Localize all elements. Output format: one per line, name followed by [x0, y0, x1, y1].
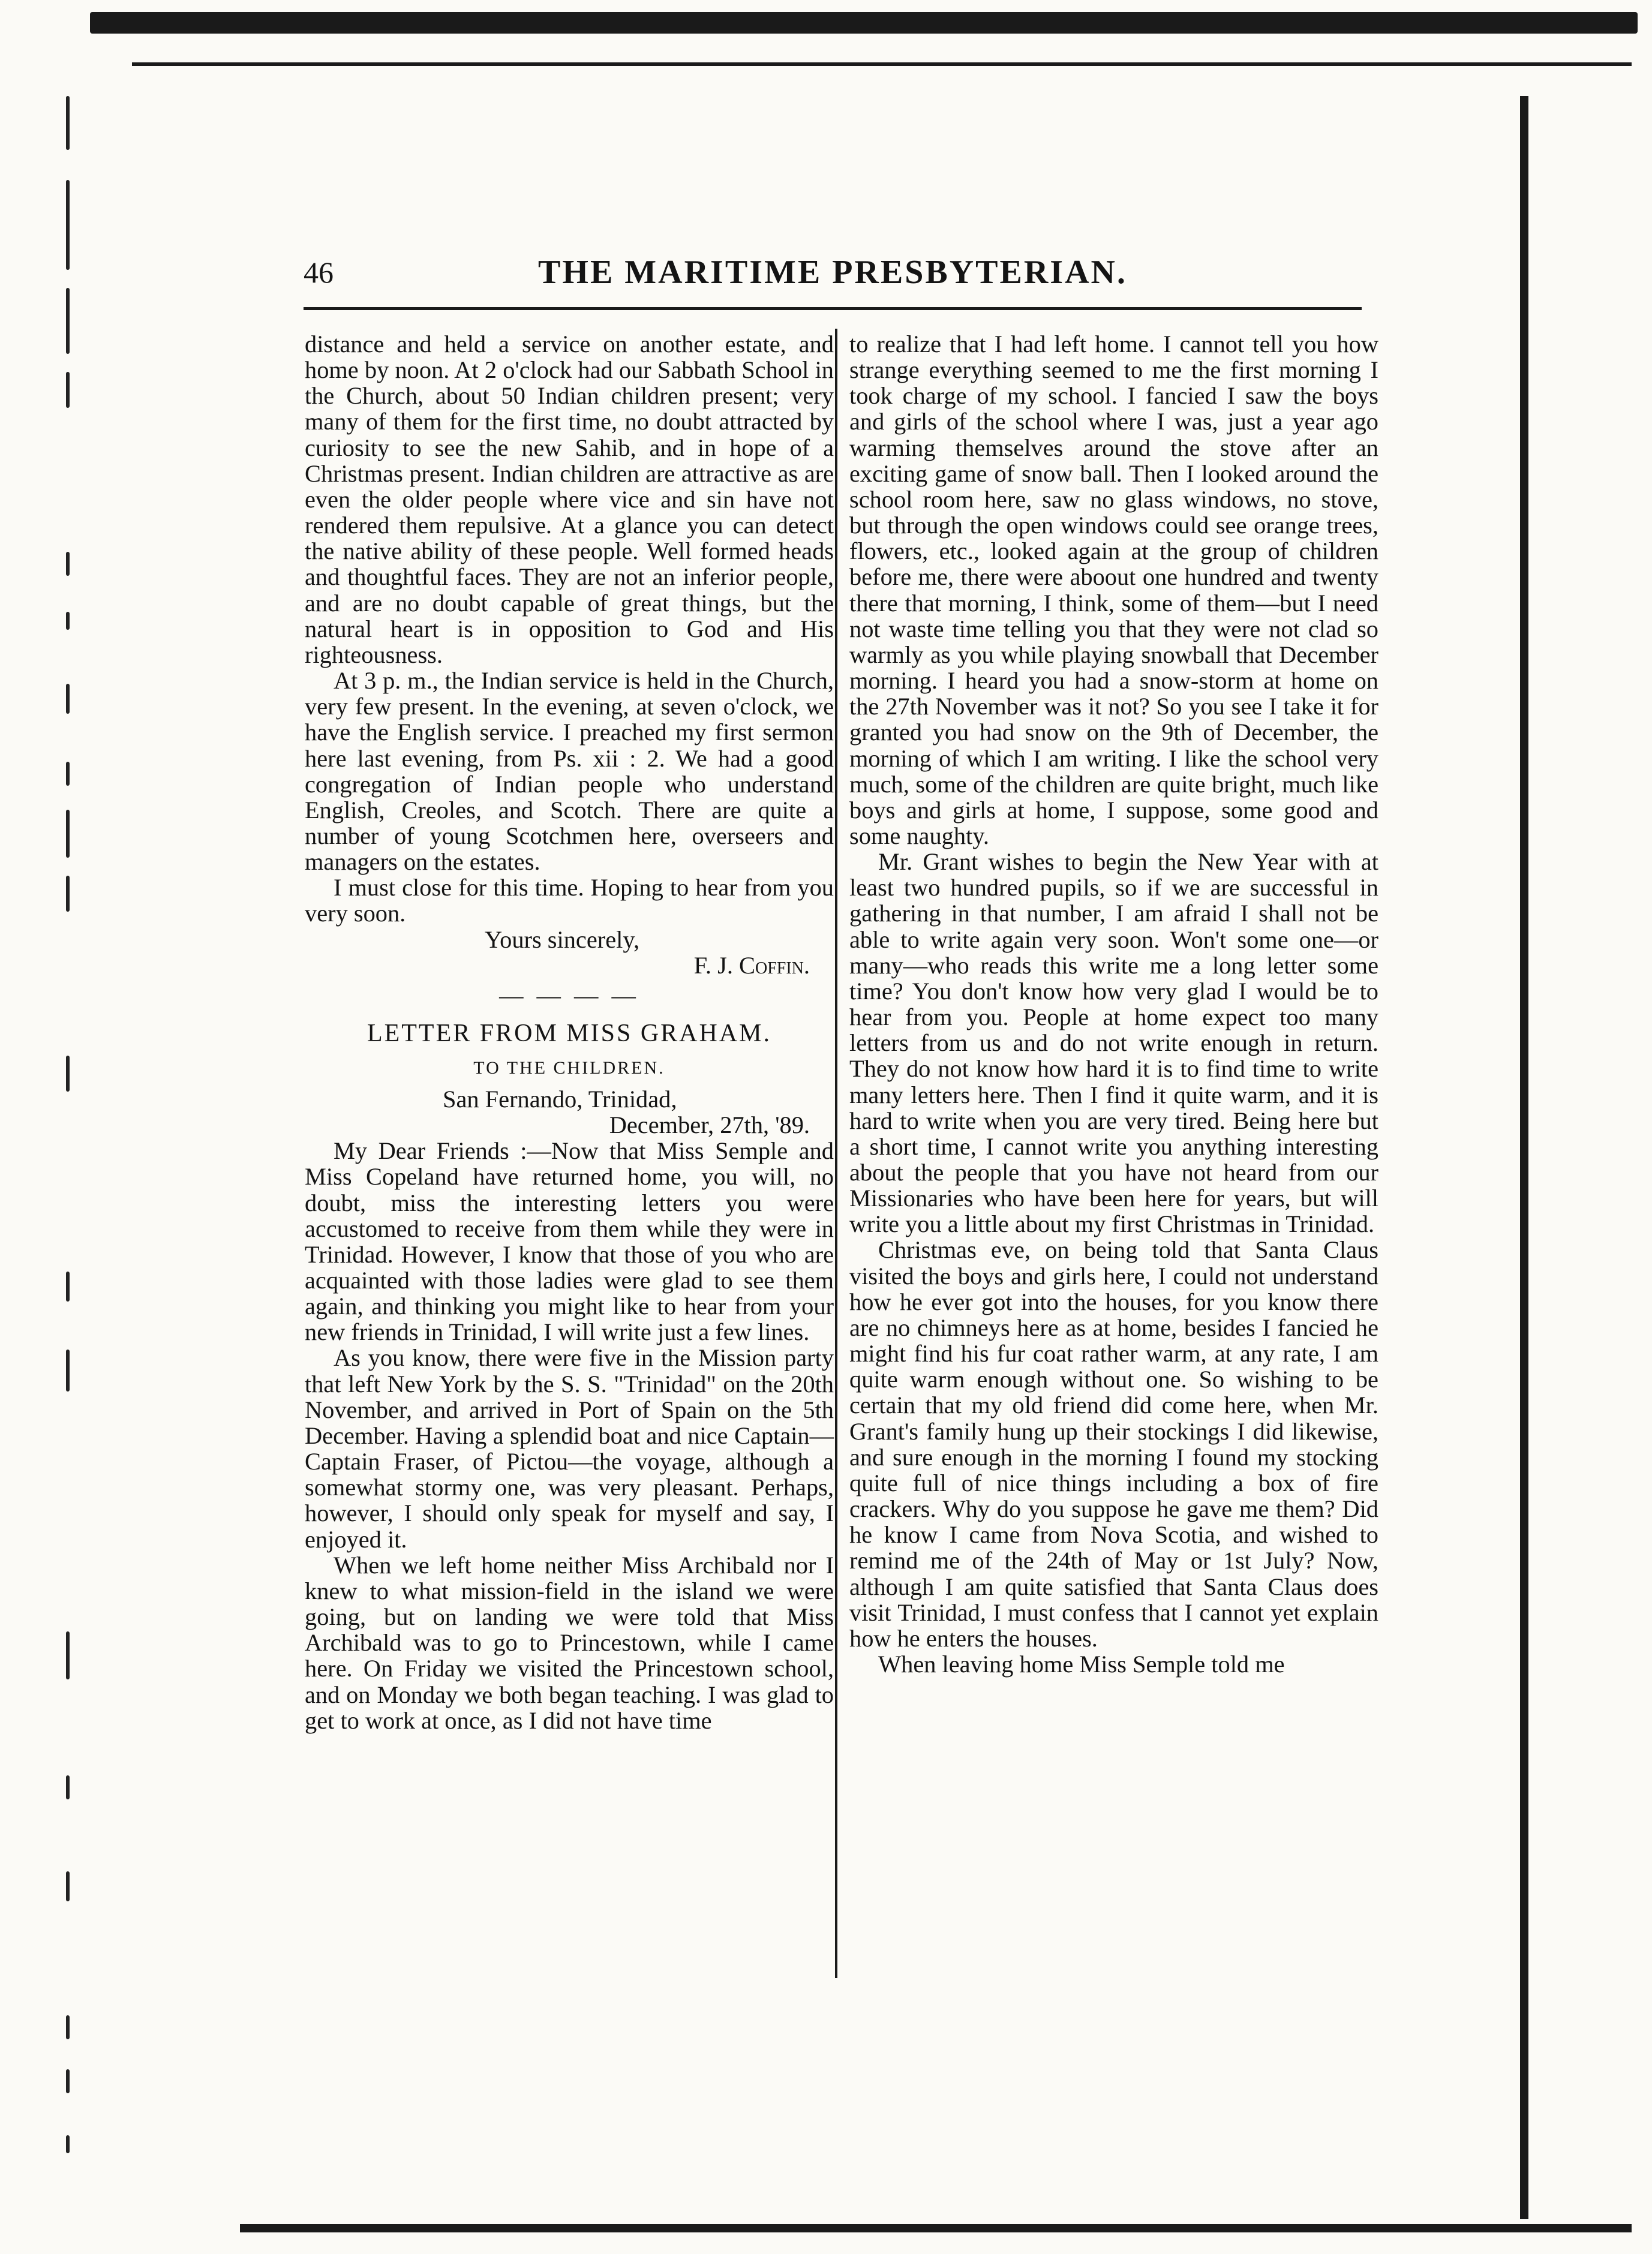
running-title: THE MARITIME PRESBYTERIAN.: [538, 254, 1127, 291]
paragraph: When leaving home Miss Semple told me: [878, 1650, 1285, 1678]
right-column: [849, 331, 1378, 1677]
left-column: [305, 331, 834, 1733]
header-rule: [304, 307, 1362, 310]
column-divider: [835, 329, 837, 1978]
paragraph: distance and held a service on another estate, and home by noon. At 2 o'clock had our Sabbath School in the Church, about 50 Indian children present; very many of them for the first time, no doubt attracted by curiosity to see the new Sahib, and in hope of a Christmas present. Indian children are attractive as are even the older people where vice and sin have not rendered them repulsive. At a glance you can detect the native ability of these people. Well formed heads and thoughtful faces. They are not an inferior people, and are no doubt capable of great things, but the natural heart is in opposition to God and His righteousness.: [305, 330, 834, 668]
paragraph: Mr. Grant wishes to begin the New Year with at least two hundred pupils, so if we are successful in gathering in that number, I am afraid I shall not be able to write again very soon. Won't some one—or many—who reads this write me a long letter some time? You don't know how very glad I would be to hear from you. People at home expect too many letters from us and do not write enough in return. They do not know how hard it is to find time to write many letters here. Then I find it quite warm, and it is hard to write when you are very tired. Being here but a short time, I cannot write you anything interesting about the people that you have not heard from our Missionaries who have been here for years, but will write you a little about my first Christmas in Trinidad.: [849, 848, 1378, 1238]
paragraph: At 3 p. m., the Indian service is held in the Church, very few present. In the evening, at seven o'clock, we have the English service. I preached my first sermon here last evening, from Ps. xii : 2. We had a good congregation of Indian people who understand English, Creoles, and Scotch. There are quite a number of young Scotchmen here, overseers and managers on the estates.: [305, 667, 834, 876]
page-header: [304, 248, 1362, 296]
right-border-rule: [1520, 96, 1528, 2219]
bottom-border-rule: [240, 2224, 1632, 2232]
page-number: 46: [304, 256, 334, 289]
paragraph: Christmas eve, on being told that Santa Claus visited the boys and girls here, I could not understand how he ever got into the houses, for you know there are no chimneys here as at home, besides I fancied he might find his fur coat rather warm, at any rate, I am quite warm enough without one. So wishing to be certain that my old friend did come here, when Mr. Grant's family hung up their stockings I did likewise, and sure enough in the morning I found my stocking quite full of nice things including a box of fire crackers. Why do you suppose he gave me them? Did he know I came from Nova Scotia, and wished to remind me of the 24th of May or 1st July? Now, although I am quite satisfied that Santa Claus does visit Trinidad, I must confess that I cannot yet explain how he enters the houses.: [849, 1236, 1378, 1652]
paragraph: As you know, there were five in the Mission party that left New York by the S. S. "Trinidad" on the 20th November, and arrived in Port of Spain on the 5th December. Having a splendid boat and nice Captain—Captain Fraser, of Pictou—the voyage, although a somewhat stormy one, was very pleasant. Perhaps, however, I should only speak for myself and say, I enjoyed it.: [305, 1344, 834, 1553]
top-border-rule: [90, 12, 1638, 34]
paragraph: My Dear Friends :—Now that Miss Semple and Miss Copeland have returned home, you will, no doubt, miss the interesting letters you were accustomed to receive from them while they were in Trinidad. However, I know that those of you who are acquainted with those ladies were glad to see them again, and thinking you might like to hear from your new friends in Trinidad, I will write just a few lines.: [305, 1137, 834, 1346]
paragraph: I must close for this time. Hoping to hear from you very soon.: [305, 874, 834, 927]
letter-subtitle: TO THE CHILDREN.: [473, 1057, 665, 1078]
section-separator: — — — —: [499, 981, 639, 1009]
paragraph: to realize that I had left home. I cannot tell you how strange everything seemed to me the first morning I took charge of my school. I fancied I saw the boys and girls of the school where I was, just a year ago warming themselves around the stove after an exciting game of snow ball. Then I looked around the school room here, saw no glass windows, no stove, but through the open windows could see orange trees, flowers, etc., looked again at the group of children before me, there were aboout one hundred and twenty there that morning, I think, some of them—but I need not waste time telling you that they were not clad so warmly as you while playing snowball that December morning. I heard you had a snow-storm at home on the 27th November was it not? So you see I take it for granted you had snow on the 9th of December, the morning of which I am writing. I like the school very much, some of the children are quite bright, much like boys and girls at home, I suppose, some good and some naughty.: [849, 330, 1378, 849]
top-thin-rule: [132, 62, 1632, 66]
letter-title: LETTER FROM MISS GRAHAM.: [367, 1019, 772, 1047]
letter-date: December, 27th, '89.: [609, 1111, 810, 1139]
left-margin-marks: [60, 72, 84, 2207]
paragraph: When we left home neither Miss Archibald nor I knew to what mission-field in the island we were going, but on landing we were told that Miss Archibald was to go to Princestown, while I came here. On Friday we visited the Princestown school, and on Monday we both began teaching. I was glad to get to work at once, as I did not have time: [305, 1551, 834, 1734]
letter-signature: F. J. Coffin.: [693, 951, 810, 979]
letter-place: San Fernando, Trinidad,: [443, 1085, 677, 1113]
letter-signoff: Yours sincerely,: [485, 925, 640, 953]
